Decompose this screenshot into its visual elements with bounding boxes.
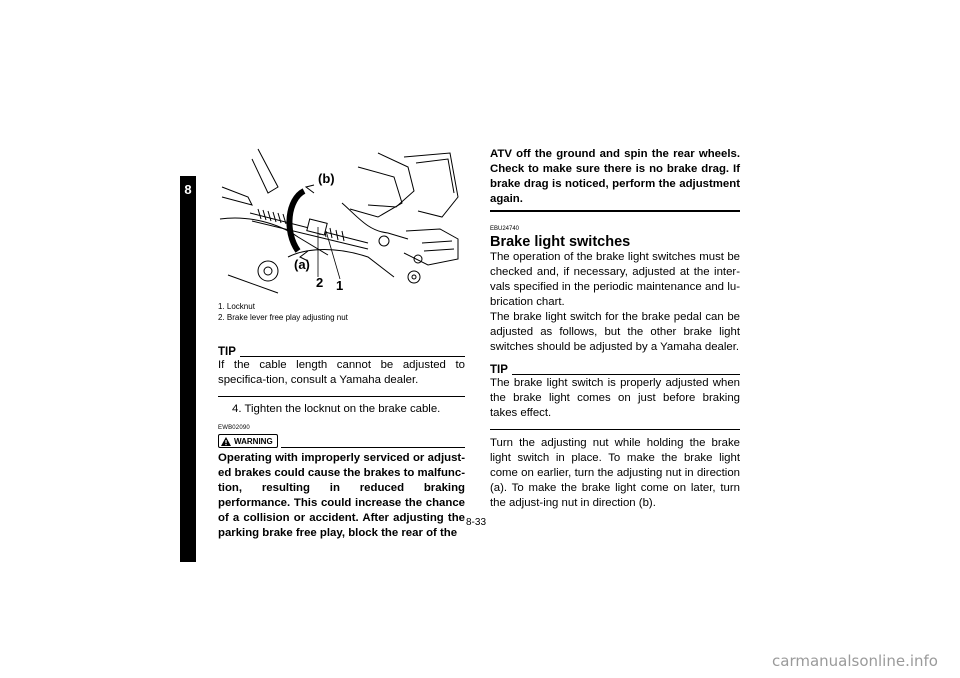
section-paragraph-2: The brake light switch for the brake pedal can be adjusted as follows, but the other brake light switches should be adjusted by a Yamaha dealer.	[490, 311, 740, 353]
tip-rule	[240, 347, 465, 357]
page-number: 8-33	[466, 517, 487, 528]
tip-text: If the cable length cannot be adjusted to specifica-tion, consult a Yamaha dealer.	[218, 359, 465, 386]
warning-label: WARNING	[234, 436, 273, 446]
section-code: EBU24740	[490, 226, 520, 232]
caption-locknut	[218, 301, 465, 312]
warning-triangle-icon	[221, 437, 231, 446]
instruction-paragraph: Turn the adjusting nut while holding the brake light switch in place. To make the brake light come on earlier, turn the adjusting nut in direction (a). To make the brake light come on later, turn the adjust-ing nut in direction (b).	[490, 437, 740, 509]
step-4: 4. Tighten the locknut on the brake cable.	[232, 403, 441, 415]
tip-end-rule	[218, 396, 465, 397]
warning-code: EWB02090	[218, 425, 250, 431]
tip-heading	[218, 345, 465, 358]
warning-heading	[218, 433, 465, 448]
watermark: carmanualsonline.info	[772, 652, 938, 670]
tip-rule	[512, 365, 740, 375]
brake-cable-illustration	[218, 147, 465, 295]
caption-text: Brake lever free play adjusting nut	[226, 313, 348, 322]
callout-1: 1	[336, 278, 344, 293]
warning-text: Operating with improperly serviced or adjust-ed brakes could cause the brakes to malfunc-tion, resulting in reduced braking performance. This could increase the chance of a collision or accident. After adjusting the parking brake free play, block the rear of the	[218, 452, 465, 539]
tip-label: TIP	[490, 363, 508, 376]
callout-a: (a)	[294, 257, 310, 272]
warning-text-continued: ATV off the ground and spin the rear wheels. Check to make sure there is no brake drag. If brake drag is noticed, perform the adjustment again.	[490, 148, 740, 205]
callout-2: 2	[316, 275, 324, 290]
section-paragraph-1: The operation of the brake light switches must be checked and, if necessary, adjusted at the inter-vals specified in the periodic maintenance and lu-brication chart.	[490, 251, 740, 308]
left-column	[218, 147, 465, 541]
warning-rule	[281, 447, 465, 448]
tip-text: The brake light switch is properly adjusted when the brake light comes on just before braking takes effect.	[490, 377, 740, 419]
caption-adjusting-nut	[218, 312, 465, 323]
tip-end-rule	[490, 429, 740, 430]
callout-b: (b)	[318, 171, 335, 186]
figure-captions	[218, 301, 465, 323]
caption-number: 2.	[218, 313, 225, 322]
brake-cable-drawing	[218, 147, 465, 295]
warning-end-rule	[490, 210, 740, 212]
tip-label: TIP	[218, 345, 236, 358]
right-column	[490, 147, 740, 511]
section-title: Brake light switches	[490, 234, 631, 250]
warning-badge	[218, 434, 278, 448]
caption-number: 1.	[218, 302, 225, 311]
caption-text: Locknut	[226, 302, 255, 311]
tip-heading	[490, 363, 740, 376]
chapter-tab: 8	[180, 176, 196, 562]
